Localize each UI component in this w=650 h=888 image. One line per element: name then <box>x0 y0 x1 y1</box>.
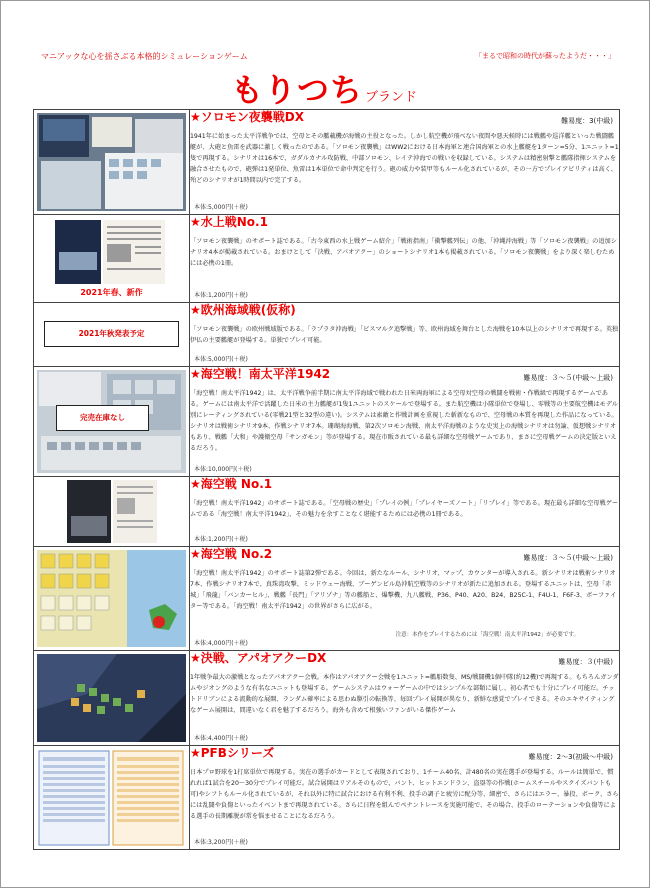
product-price: 本体:3,200円(＋税) <box>194 839 248 846</box>
product-thumbnail <box>34 215 190 303</box>
product-info <box>190 303 620 367</box>
product-row <box>34 215 620 303</box>
product-row <box>34 367 620 477</box>
product-info <box>190 651 620 746</box>
product-title: ★ソロモン夜襲戦DX <box>190 110 304 124</box>
product-price: 本体:4,400円(＋税) <box>194 735 248 742</box>
product-info <box>190 746 620 850</box>
tagline-right: 「まるで昭和の時代が蘇ったようだ・・・」 <box>475 52 615 60</box>
product-info <box>190 477 620 547</box>
product-price: 本体:1,200円(＋税) <box>194 536 248 543</box>
product-info <box>190 547 620 651</box>
product-title: ★PFBシリーズ <box>190 746 275 760</box>
difficulty-label: 難易度：３～５(中級～上級) <box>523 554 613 562</box>
product-row <box>34 477 620 547</box>
boxart-image <box>37 113 186 211</box>
product-description: 「海空戦！南太平洋1942」のサポート誌第2弾である。今回は、新たなルール、シナリオ、マップ、カウンターが導入される。新シナリオは戦術シナリオ7本、作戦シナリオ7本で、真珠湾攻撃、ミッドウェー海戦、ブーゲンビル島沖航空戦等のシナリオが新たに追加される。登場するユニットは、空母「赤城」「飛龍」「バンカーヒル」、戦艦「長門」「アリゾナ」等の艦船と、爆撃機、九八艦戦、P36、P40、A20、B24、B25C-1、F4U-1、F6F-3、ボーファイター等である。「海空戦！南太平洋1942」の世界がさらに広がる。 <box>190 570 617 610</box>
product-description: 「海空戦！南太平洋1942」のサポート誌である。「空母戦の歴史」「プレイの例」「プレイヤーズノート」「リプレイ」等である。現在最も詳細な空母戦ゲームである「海空戦！南太平洋1942」、その魅力を余すことなく堪能するためには必携の1冊である。 <box>190 500 619 518</box>
difficulty-label: 難易度：３(中級) <box>558 658 613 666</box>
product-row <box>34 547 620 651</box>
product-description: 1年戦争最大の激戦となったアパオアクー会戦。本作はアパオアクー会戦を1ユニット=艦船数隻、MS/戦闘機1個中隊(約12機)で再現する。もちろんガンダムやジオングのような有名なユニットも登場する。ゲームシステムはウォーゲームの中ではシンプルな部類に属し、初心者でも十分にプレイ可能だ。チットドリブンによる流動的な展開、ランダム確率による思わぬ駆引の転換等、毎回プレイ展開が異なり、新鮮な感覚でプレイできる。そのエキサイティングなゲーム展開は、間違いなく君を魅了するだろう。海外も含めて根強いファンがいる傑作ゲーム <box>190 674 619 714</box>
product-price: 本体:5,000円(＋税) <box>194 204 248 211</box>
brand-suffix: ブランド <box>365 90 418 105</box>
player-cards-image <box>37 749 186 846</box>
product-title: ★欧州海域戦(仮称) <box>190 303 296 317</box>
product-price: 本体:10,000円(＋税) <box>194 466 252 473</box>
product-title: ★海空戦 No.1 <box>190 477 273 491</box>
product-info <box>190 367 620 477</box>
product-table <box>33 109 620 850</box>
soldout-box: 完売在庫なし <box>56 405 149 431</box>
product-title: ★水上戦No.1 <box>190 215 268 229</box>
product-row <box>34 303 620 367</box>
product-description: 「海空戦！南太平洋1942」は、太平洋戦争前半期に南太平洋海域で戦われた日米両海軍による空母対空母の戦闘を戦術・作戦級で再現するゲームである。ゲームには南太平洋で活躍した日米の主力艦艇が1隻1ユニットのスケールで登場する。また航空機は小隊単位で登場し、零戦等の主要航空機はモデル別にレーティングされている(零戦21型と32型の違い)。システムは索敵と作戦計画を重視した斬新なもので、空母戦の本質を再現した作品になっている。シナリオは戦術シナリオ9本、作戦シナリオ7本。珊瑚海海戦、第2次ソロモン海戦、南太平洋海戦のような史実上の海戦シナリオは勿論、仮想戦シナリオもあり、戦艦「大和」や護衛空母「サンガモン」等が登場する。現在市販されている最も詳細な空母戦ゲームであり、まさに空母戦ゲームの決定版といえるだろう。 <box>190 390 618 452</box>
product-thumbnail <box>34 477 190 547</box>
tagline-left: マニアックな心を揺さぶる本格的シミュレーションゲーム <box>41 52 248 61</box>
product-thumbnail <box>34 547 190 651</box>
difficulty-label: 難易度：2～3(初級～中級) <box>528 753 613 761</box>
game-map-image <box>37 654 186 742</box>
requirement-note: 注意：本作をプレイするためには「海空戦！南太平洋1942」が必要です。 <box>395 632 579 638</box>
product-title: ★決戦、アパオアクーDX <box>190 651 327 665</box>
release-note: 2021年春、新作 <box>80 288 143 297</box>
brand-logo <box>231 65 417 111</box>
product-thumbnail <box>34 110 190 215</box>
product-row <box>34 110 620 215</box>
product-row <box>34 746 620 850</box>
difficulty-label: 難易度：３～５(中級～上級) <box>523 374 613 382</box>
product-row <box>34 651 620 746</box>
product-description: 「ソロモン夜襲戦」の欧州戦域版である。「ラプラタ沖海戦」「ビスマルク追撃戦」等、欧州海域を舞台とした海戦を10本以上のシナリオで再現する。英独伊仏の主要艦艇が登場する。単独でプレイ可能。 <box>190 326 619 344</box>
product-thumbnail <box>34 746 190 850</box>
product-thumbnail <box>34 651 190 746</box>
product-thumbnail <box>34 303 190 367</box>
product-title: ★海空戦！南太平洋1942 <box>190 367 331 381</box>
product-description: 1941年に始まった太平洋戦争では、空母とその艦載機が海戦の主役となった。しかし航空機が飛べない夜間や悪天候時には戦艦や巡洋艦といった戦闘艦艇が、大砲と魚雷を武器に激しく戦ったのである。「ソロモン夜襲戦」はWW2における日本海軍と連合国海軍との水上艦艇を1ターン=5分、1ユニット=1隻で再現する。シナリオは16本で、ガダルカナル攻防戦、中部ソロモン、レイテ沖海での戦いを収録している。システムは精密射撃と艦隊指揮システムを融合させたもので、砲弾は1発単位、魚雷は1本単位で命中判定を行う。砲の威力や装甲等もルール化されているが、その一方でプレイアビリティは高く、殆どのシナリオが1時間以内で完了する。 <box>190 133 619 184</box>
announcement-box: 2021年秋発表予定 <box>44 321 179 347</box>
map-counters-image <box>37 550 186 647</box>
difficulty-label: 難易度：3(中級) <box>561 117 613 125</box>
product-title: ★海空戦 No.2 <box>190 547 273 561</box>
product-thumbnail <box>34 367 190 477</box>
product-info <box>190 215 620 303</box>
product-price: 本体:5,000円(＋税) <box>194 356 248 363</box>
brand-name: もりつち <box>231 71 364 109</box>
product-description: 「ソロモン夜襲戦」のサポート誌である。「古今東西の水上戦ゲーム紹介」「戦術指南」「衝撃艦列伝」の他、「沖縄沖海戦」等「ソロモン夜襲戦」の追加シナリオ4本が掲載されている。おまけとして「決戦、アパオアクー」のショートシナリオ1本も掲載されている。「ソロモン夜襲戦」をより深く楽しむためには必携の1冊。 <box>190 238 617 267</box>
product-price: 本体:4,000円(＋税) <box>194 640 248 647</box>
product-description: 日本プロ野球を1打席単位で再現する。実在の選手がカードとして表現されており、1チーム40名、計480名の実在選手が登場する。ルールは簡単で、慣れれば1試合を20～30分でプレイ可能だ。試合展開はリアルそのもので、バント、ヒットエンドラン、盗塁等の作戦(ホームスチールやスクイズバントも可)やシフトもルール化されているが、それ以外に特に試合における有利不利、投手の調子と疲労に配分等、細密で、さらにはエラー、暴投、ボーク、さらには乱闘や負傷といったイベントまで再現されている。さらに日程を組んでペナントレースを実施可能で、その場合、投手のローテーションや負傷等による選手の長期離脱が常を悩ませることになるだろう。 <box>190 769 619 820</box>
product-info <box>190 110 620 215</box>
product-price: 本体:1,200円(＋税) <box>194 292 248 299</box>
magazine-image <box>37 480 186 543</box>
